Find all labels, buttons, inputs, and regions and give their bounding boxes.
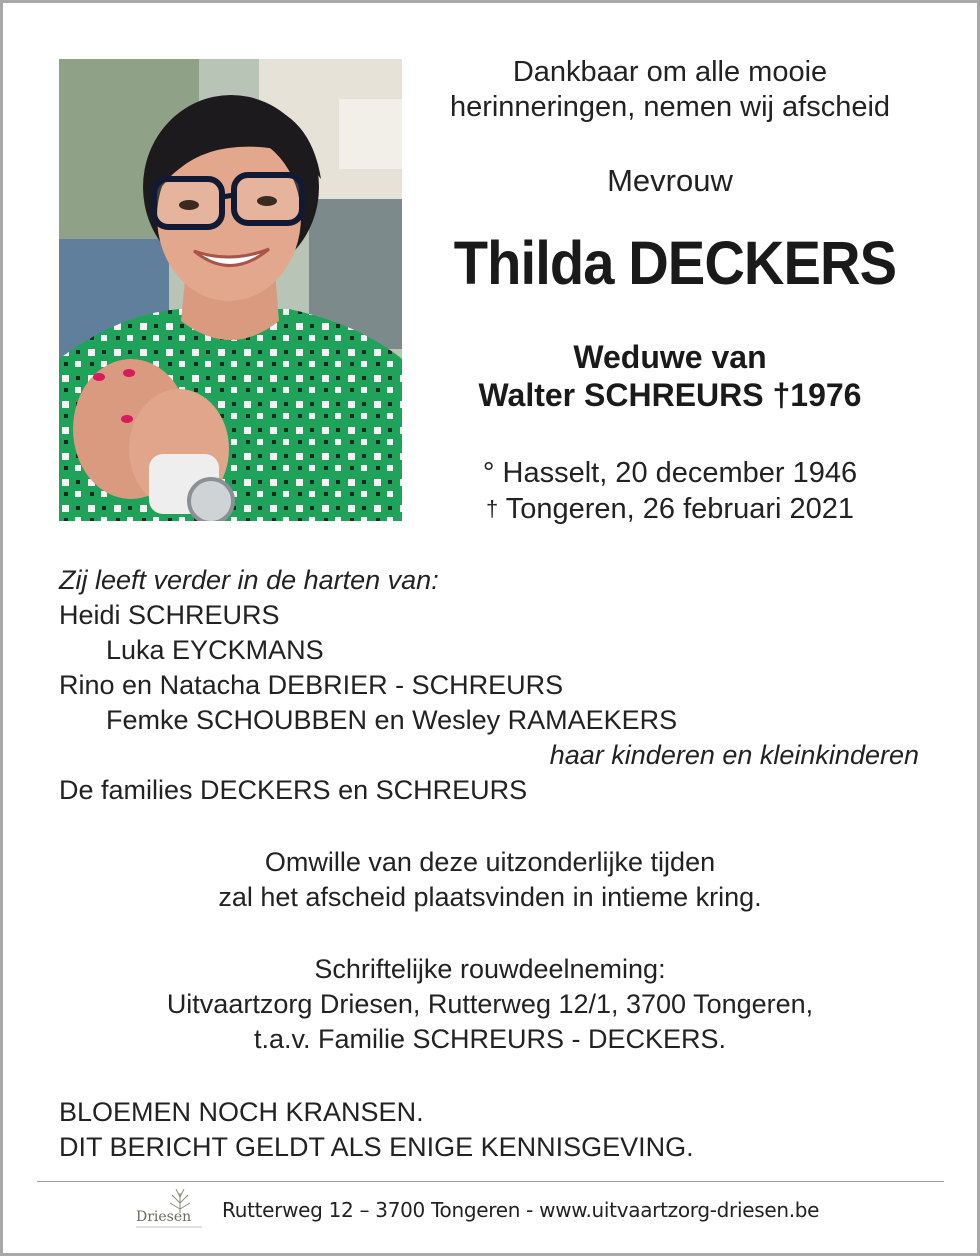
closing-line-1: BLOEMEN NOCH KRANSEN. bbox=[59, 1097, 424, 1127]
intro-line-2: herinneringen, nemen wij afscheid bbox=[449, 91, 891, 123]
notice-text bbox=[40, 845, 940, 915]
intro-text bbox=[420, 55, 920, 125]
condolence-line-2: Uitvaartzorg Driesen, Rutterweg 12/1, 3700 Tongeren, bbox=[166, 989, 814, 1019]
footer bbox=[130, 1185, 890, 1237]
footer-divider bbox=[37, 1181, 944, 1182]
cross-icon: † bbox=[485, 496, 499, 521]
survivors-list bbox=[59, 563, 929, 808]
notice-line-1: Omwille van deze uitzonderlijke tijden bbox=[264, 847, 716, 877]
driesen-logo-icon bbox=[130, 1185, 210, 1237]
closing-line-2: DIT BERICHT GELDT ALS ENIGE KENNISGEVING. bbox=[59, 1132, 694, 1162]
logo-text: Driesen bbox=[136, 1209, 192, 1225]
deceased-name: Thilda DECKERS bbox=[453, 229, 897, 297]
widow-line-1: Weduwe van bbox=[573, 339, 767, 375]
families-line: De families DECKERS en SCHREURS bbox=[59, 775, 528, 805]
relation-label: haar kinderen en kleinkinderen bbox=[549, 740, 919, 770]
survivors-intro: Zij leeft verder in de harten van: bbox=[59, 565, 439, 595]
portrait-photo bbox=[59, 59, 402, 521]
closing-text bbox=[59, 1095, 929, 1165]
widow-line-2: Walter SCHREURS †1976 bbox=[478, 377, 862, 413]
honorific: Mevrouw bbox=[607, 163, 733, 198]
condolence-text bbox=[40, 952, 940, 1057]
list-item: Luka EYCKMANS bbox=[106, 635, 324, 665]
life-dates bbox=[420, 456, 920, 527]
birth-date: ° Hasselt, 20 december 1946 bbox=[482, 457, 858, 489]
footer-address: Rutterweg 12 – 3700 Tongeren - www.uitvaartzorg-driesen.be bbox=[222, 1198, 820, 1222]
widow-info bbox=[420, 338, 920, 414]
list-item: Heidi SCHREURS bbox=[59, 600, 280, 630]
notice-line-2: zal het afscheid plaatsvinden in intieme kring. bbox=[218, 882, 762, 912]
list-item: Femke SCHOUBBEN en Wesley RAMAEKERS bbox=[106, 705, 678, 735]
condolence-line-1: Schriftelijke rouwdeelneming: bbox=[314, 954, 666, 984]
condolence-line-3: t.a.v. Familie SCHREURS - DECKERS. bbox=[253, 1024, 727, 1054]
death-date-row bbox=[420, 491, 920, 527]
portrait-illustration bbox=[59, 59, 402, 521]
death-date: Tongeren, 26 februari 2021 bbox=[498, 493, 855, 525]
intro-line-1: Dankbaar om alle mooie bbox=[512, 56, 828, 88]
list-item: Rino en Natacha DEBRIER - SCHREURS bbox=[59, 670, 564, 700]
